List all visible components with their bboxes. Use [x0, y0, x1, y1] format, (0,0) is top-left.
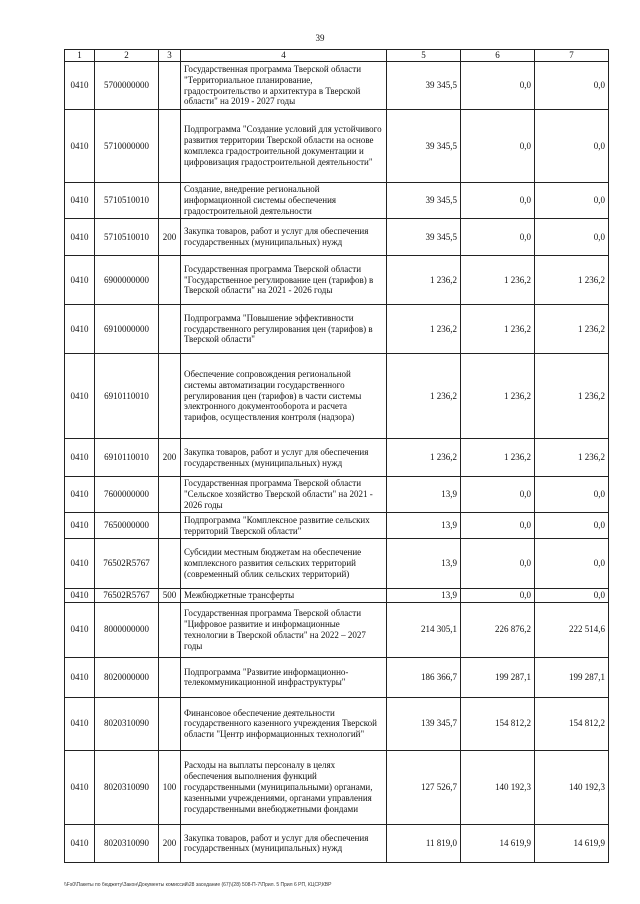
amount-year-2-cell: 0,0 — [461, 110, 535, 183]
item-name-cell: Закупка товаров, работ и услуг для обеспечения государственных (муниципальных) нужд — [181, 439, 387, 477]
amount-year-1-cell: 13,9 — [387, 539, 461, 589]
amount-year-1-cell: 214 305,1 — [387, 602, 461, 657]
table-row — [65, 439, 609, 477]
table-row — [65, 697, 609, 750]
amount-year-3-cell: 0,0 — [535, 183, 609, 219]
column-header: 7 — [535, 50, 609, 62]
item-name-cell: Подпрограмма "Повышение эффективности государственного регулирования цен (тарифов) в Тверской области" — [181, 305, 387, 354]
item-name-cell: Государственная программа Тверской области "Цифровое развитие и информационные технологии в Тверской области" на 2022 – 2027 годы — [181, 602, 387, 657]
table-header-row — [65, 50, 609, 62]
table-row — [65, 750, 609, 824]
amount-year-3-cell: 1 236,2 — [535, 439, 609, 477]
item-name-cell: Создание, внедрение региональной информационной системы обеспечения градостроительной деятельности — [181, 183, 387, 219]
amount-year-3-cell: 222 514,6 — [535, 602, 609, 657]
amount-year-1-cell: 39 345,5 — [387, 219, 461, 256]
table-row — [65, 62, 609, 110]
amount-year-3-cell: 0,0 — [535, 589, 609, 603]
section-code-cell: 0410 — [65, 354, 95, 439]
expense-type-code-cell — [159, 539, 181, 589]
amount-year-1-cell: 11 819,0 — [387, 824, 461, 862]
target-article-code-cell: 6910110010 — [95, 439, 159, 477]
expense-type-code-cell — [159, 62, 181, 110]
amount-year-2-cell: 0,0 — [461, 62, 535, 110]
item-name-cell: Расходы на выплаты персоналу в целях обеспечения выполнения функций государственными (муниципальными) органами, казенными учреждениями, органами управления государственными внебюджетными фондами — [181, 750, 387, 824]
amount-year-1-cell: 39 345,5 — [387, 62, 461, 110]
amount-year-2-cell: 1 236,2 — [461, 256, 535, 305]
amount-year-3-cell: 0,0 — [535, 539, 609, 589]
expense-type-code-cell — [159, 657, 181, 697]
expense-type-code-cell — [159, 305, 181, 354]
amount-year-3-cell: 1 236,2 — [535, 256, 609, 305]
target-article-code-cell: 76502R5767 — [95, 539, 159, 589]
table-row — [65, 513, 609, 539]
amount-year-1-cell: 127 526,7 — [387, 750, 461, 824]
target-article-code-cell: 6900000000 — [95, 256, 159, 305]
section-code-cell: 0410 — [65, 697, 95, 750]
table-row — [65, 657, 609, 697]
target-article-code-cell: 76502R5767 — [95, 589, 159, 603]
table-body — [65, 62, 609, 863]
amount-year-2-cell: 226 876,2 — [461, 602, 535, 657]
expense-type-code-cell: 200 — [159, 439, 181, 477]
amount-year-1-cell: 1 236,2 — [387, 305, 461, 354]
item-name-cell: Закупка товаров, работ и услуг для обеспечения государственных (муниципальных) нужд — [181, 824, 387, 862]
item-name-cell: Подпрограмма "Развитие информационно-телекоммуникационной инфраструктуры" — [181, 657, 387, 697]
expense-type-code-cell — [159, 110, 181, 183]
column-header: 4 — [181, 50, 387, 62]
target-article-code-cell: 5710000000 — [95, 110, 159, 183]
amount-year-3-cell: 0,0 — [535, 477, 609, 513]
budget-table — [64, 49, 609, 863]
amount-year-3-cell: 0,0 — [535, 219, 609, 256]
amount-year-1-cell: 39 345,5 — [387, 183, 461, 219]
expense-type-code-cell — [159, 354, 181, 439]
amount-year-1-cell: 139 345,7 — [387, 697, 461, 750]
target-article-code-cell: 8020310090 — [95, 824, 159, 862]
target-article-code-cell: 7600000000 — [95, 477, 159, 513]
table-row — [65, 354, 609, 439]
amount-year-2-cell: 0,0 — [461, 183, 535, 219]
expense-type-code-cell — [159, 477, 181, 513]
amount-year-3-cell: 0,0 — [535, 62, 609, 110]
item-name-cell: Подпрограмма "Создание условий для устойчивого развития территории Тверской области на основе комплекса градостроительной документации и цифровизация градостроительной деятельности" — [181, 110, 387, 183]
amount-year-2-cell: 1 236,2 — [461, 305, 535, 354]
amount-year-2-cell: 140 192,3 — [461, 750, 535, 824]
table-row — [65, 602, 609, 657]
item-name-cell: Закупка товаров, работ и услуг для обеспечения государственных (муниципальных) нужд — [181, 219, 387, 256]
target-article-code-cell: 6910000000 — [95, 305, 159, 354]
column-header: 2 — [95, 50, 159, 62]
expense-type-code-cell — [159, 256, 181, 305]
amount-year-2-cell: 0,0 — [461, 513, 535, 539]
table-row — [65, 256, 609, 305]
item-name-cell: Государственная программа Тверской области "Сельское хозяйство Тверской области" на 2021 - 2026 годы — [181, 477, 387, 513]
footer-file-path: \\Fs0\Пакеты по бюджету\Закон\Документы комиссий\28 заседание (67)\(28) 508-П-7\Прил. 5 Прил 6 РП, КЦСР,КВР — [64, 882, 332, 888]
section-code-cell: 0410 — [65, 657, 95, 697]
target-article-code-cell: 8020310090 — [95, 697, 159, 750]
target-article-code-cell: 5710510010 — [95, 219, 159, 256]
table-row — [65, 183, 609, 219]
table-row — [65, 219, 609, 256]
table-row — [65, 305, 609, 354]
amount-year-2-cell: 1 236,2 — [461, 354, 535, 439]
page-number: 39 — [315, 33, 325, 43]
section-code-cell: 0410 — [65, 62, 95, 110]
amount-year-1-cell: 39 345,5 — [387, 110, 461, 183]
section-code-cell: 0410 — [65, 183, 95, 219]
section-code-cell: 0410 — [65, 513, 95, 539]
amount-year-2-cell: 0,0 — [461, 539, 535, 589]
amount-year-2-cell: 199 287,1 — [461, 657, 535, 697]
amount-year-1-cell: 13,9 — [387, 589, 461, 603]
section-code-cell: 0410 — [65, 219, 95, 256]
target-article-code-cell: 8020000000 — [95, 657, 159, 697]
amount-year-2-cell: 0,0 — [461, 219, 535, 256]
expense-type-code-cell — [159, 602, 181, 657]
section-code-cell: 0410 — [65, 256, 95, 305]
target-article-code-cell: 8000000000 — [95, 602, 159, 657]
column-header: 6 — [461, 50, 535, 62]
amount-year-3-cell: 0,0 — [535, 513, 609, 539]
table-row — [65, 824, 609, 862]
amount-year-3-cell: 14 619,9 — [535, 824, 609, 862]
amount-year-3-cell: 0,0 — [535, 110, 609, 183]
target-article-code-cell: 5710510010 — [95, 183, 159, 219]
amount-year-3-cell: 140 192,3 — [535, 750, 609, 824]
expense-type-code-cell: 200 — [159, 219, 181, 256]
amount-year-2-cell: 0,0 — [461, 589, 535, 603]
expense-type-code-cell: 100 — [159, 750, 181, 824]
amount-year-3-cell: 1 236,2 — [535, 305, 609, 354]
target-article-code-cell: 7650000000 — [95, 513, 159, 539]
amount-year-3-cell: 1 236,2 — [535, 354, 609, 439]
column-header: 1 — [65, 50, 95, 62]
section-code-cell: 0410 — [65, 539, 95, 589]
section-code-cell: 0410 — [65, 824, 95, 862]
item-name-cell: Субсидии местным бюджетам на обеспечение комплексного развития сельских территорий (современный облик сельских территорий) — [181, 539, 387, 589]
amount-year-2-cell: 1 236,2 — [461, 439, 535, 477]
amount-year-2-cell: 154 812,2 — [461, 697, 535, 750]
section-code-cell: 0410 — [65, 477, 95, 513]
amount-year-1-cell: 186 366,7 — [387, 657, 461, 697]
item-name-cell: Обеспечение сопровождения региональной системы автоматизации государственного регулирования цен (тарифов) в части системы электронного документооборота и расчета тарифов, осуществления контроля (надзора) — [181, 354, 387, 439]
section-code-cell: 0410 — [65, 750, 95, 824]
target-article-code-cell: 6910110010 — [95, 354, 159, 439]
section-code-cell: 0410 — [65, 439, 95, 477]
section-code-cell: 0410 — [65, 110, 95, 183]
column-header: 5 — [387, 50, 461, 62]
expense-type-code-cell — [159, 513, 181, 539]
expense-type-code-cell: 500 — [159, 589, 181, 603]
table-row — [65, 589, 609, 603]
amount-year-1-cell: 1 236,2 — [387, 256, 461, 305]
item-name-cell: Межбюджетные трансферты — [181, 589, 387, 603]
item-name-cell: Государственная программа Тверской области "Территориальное планирование, градостроительство и архитектура в Тверской области" на 2019 - 2027 годы — [181, 62, 387, 110]
amount-year-2-cell: 14 619,9 — [461, 824, 535, 862]
amount-year-3-cell: 154 812,2 — [535, 697, 609, 750]
amount-year-1-cell: 1 236,2 — [387, 354, 461, 439]
table-row — [65, 477, 609, 513]
table-row — [65, 110, 609, 183]
expense-type-code-cell: 200 — [159, 824, 181, 862]
amount-year-2-cell: 0,0 — [461, 477, 535, 513]
column-header: 3 — [159, 50, 181, 62]
target-article-code-cell: 8020310090 — [95, 750, 159, 824]
section-code-cell: 0410 — [65, 305, 95, 354]
amount-year-3-cell: 199 287,1 — [535, 657, 609, 697]
amount-year-1-cell: 1 236,2 — [387, 439, 461, 477]
section-code-cell: 0410 — [65, 602, 95, 657]
amount-year-1-cell: 13,9 — [387, 513, 461, 539]
item-name-cell: Государственная программа Тверской области "Государственное регулирование цен (тарифов) в Тверской области" на 2021 - 2026 годы — [181, 256, 387, 305]
item-name-cell: Финансовое обеспечение деятельности государственного казенного учреждения Тверской области "Центр информационных технологий" — [181, 697, 387, 750]
amount-year-1-cell: 13,9 — [387, 477, 461, 513]
section-code-cell: 0410 — [65, 589, 95, 603]
table-row — [65, 539, 609, 589]
target-article-code-cell: 5700000000 — [95, 62, 159, 110]
item-name-cell: Подпрограмма "Комплексное развитие сельских территорий Тверской области" — [181, 513, 387, 539]
expense-type-code-cell — [159, 697, 181, 750]
expense-type-code-cell — [159, 183, 181, 219]
